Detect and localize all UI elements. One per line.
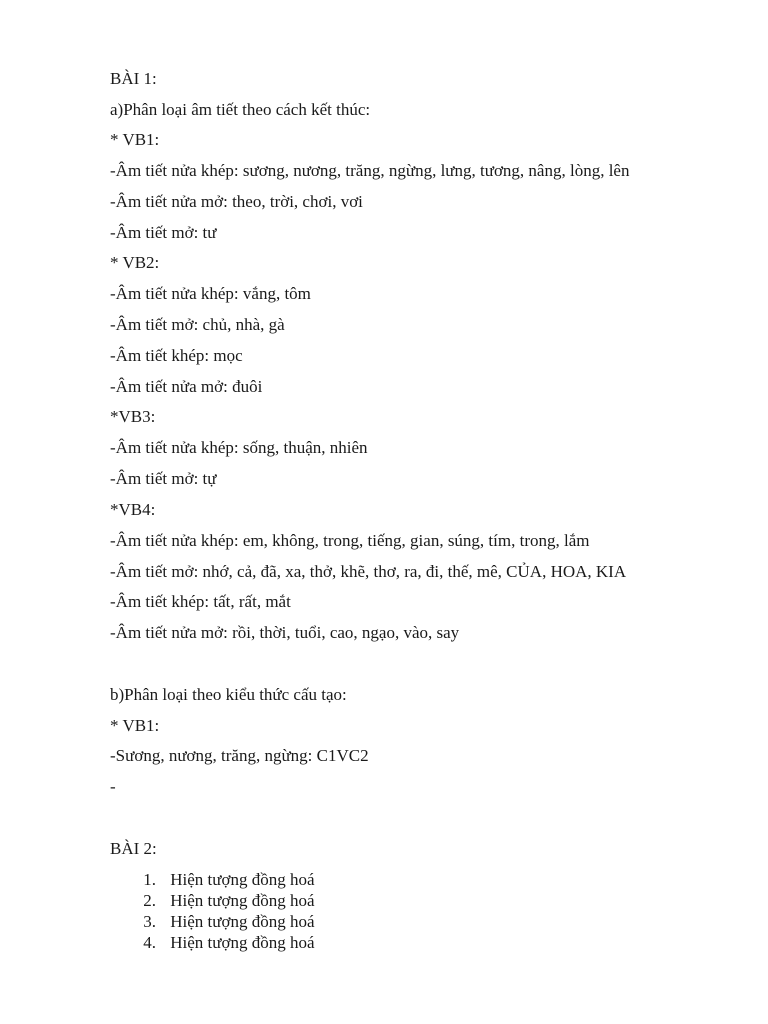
vb2-line-1: -Âm tiết nửa khép: vắng, tôm [110, 284, 311, 303]
vb1-line-2: -Âm tiết nửa mở: theo, trời, chơi, vơi [110, 192, 363, 211]
section-b-heading: b)Phân loại theo kiểu thức cấu tạo: [110, 685, 347, 704]
list-item-text: Hiện tượng đồng hoá [170, 891, 315, 910]
list-item [110, 870, 315, 890]
list-item-number: 1. [143, 870, 156, 889]
list-item-number: 3. [143, 912, 156, 931]
list-item [110, 891, 315, 911]
list-item-text: Hiện tượng đồng hoá [170, 933, 315, 952]
list-item [110, 933, 315, 953]
section-b-vb1-line-2: - [110, 777, 116, 796]
vb2-label: * VB2: [110, 253, 160, 272]
section-b-vb1-line-1: -Sương, nương, trăng, ngừng: C1VC2 [110, 746, 369, 765]
vb4-line-1: -Âm tiết nửa khép: em, không, trong, tiếng, gian, súng, tím, trong, lắm [110, 531, 590, 550]
section-b-vb1-label: * VB1: [110, 716, 160, 735]
vb1-line-1: -Âm tiết nửa khép: sương, nương, trăng, ngừng, lưng, tương, nâng, lòng, lên [110, 161, 630, 180]
bai1-title: BÀI 1: [110, 69, 157, 88]
vb2-line-2: -Âm tiết mở: chủ, nhà, gà [110, 315, 285, 334]
list-item-number: 2. [143, 891, 156, 910]
vb4-label: *VB4: [110, 500, 156, 519]
bai2-title: BÀI 2: [110, 839, 157, 858]
vb4-line-3: -Âm tiết khép: tất, rất, mắt [110, 592, 291, 611]
vb4-line-2: -Âm tiết mở: nhớ, cả, đã, xa, thở, khẽ, thơ, ra, đi, thế, mê, CỦA, HOA, KIA [110, 562, 627, 581]
vb2-line-4: -Âm tiết nửa mở: đuôi [110, 377, 263, 396]
vb1-line-3: -Âm tiết mở: tư [110, 223, 217, 242]
vb1-label: * VB1: [110, 130, 160, 149]
vb2-line-3: -Âm tiết khép: mọc [110, 346, 243, 365]
list-item-text: Hiện tượng đồng hoá [170, 870, 315, 889]
vb3-line-1: -Âm tiết nửa khép: sống, thuận, nhiên [110, 438, 368, 457]
vb3-line-2: -Âm tiết mở: tự [110, 469, 217, 488]
vb3-label: *VB3: [110, 407, 156, 426]
vb4-line-4: -Âm tiết nửa mở: rồi, thời, tuổi, cao, ngạo, vào, say [110, 623, 460, 642]
list-item [110, 912, 315, 932]
list-item-number: 4. [143, 933, 156, 952]
list-item-text: Hiện tượng đồng hoá [170, 912, 315, 931]
section-a-heading: a)Phân loại âm tiết theo cách kết thúc: [110, 100, 371, 119]
